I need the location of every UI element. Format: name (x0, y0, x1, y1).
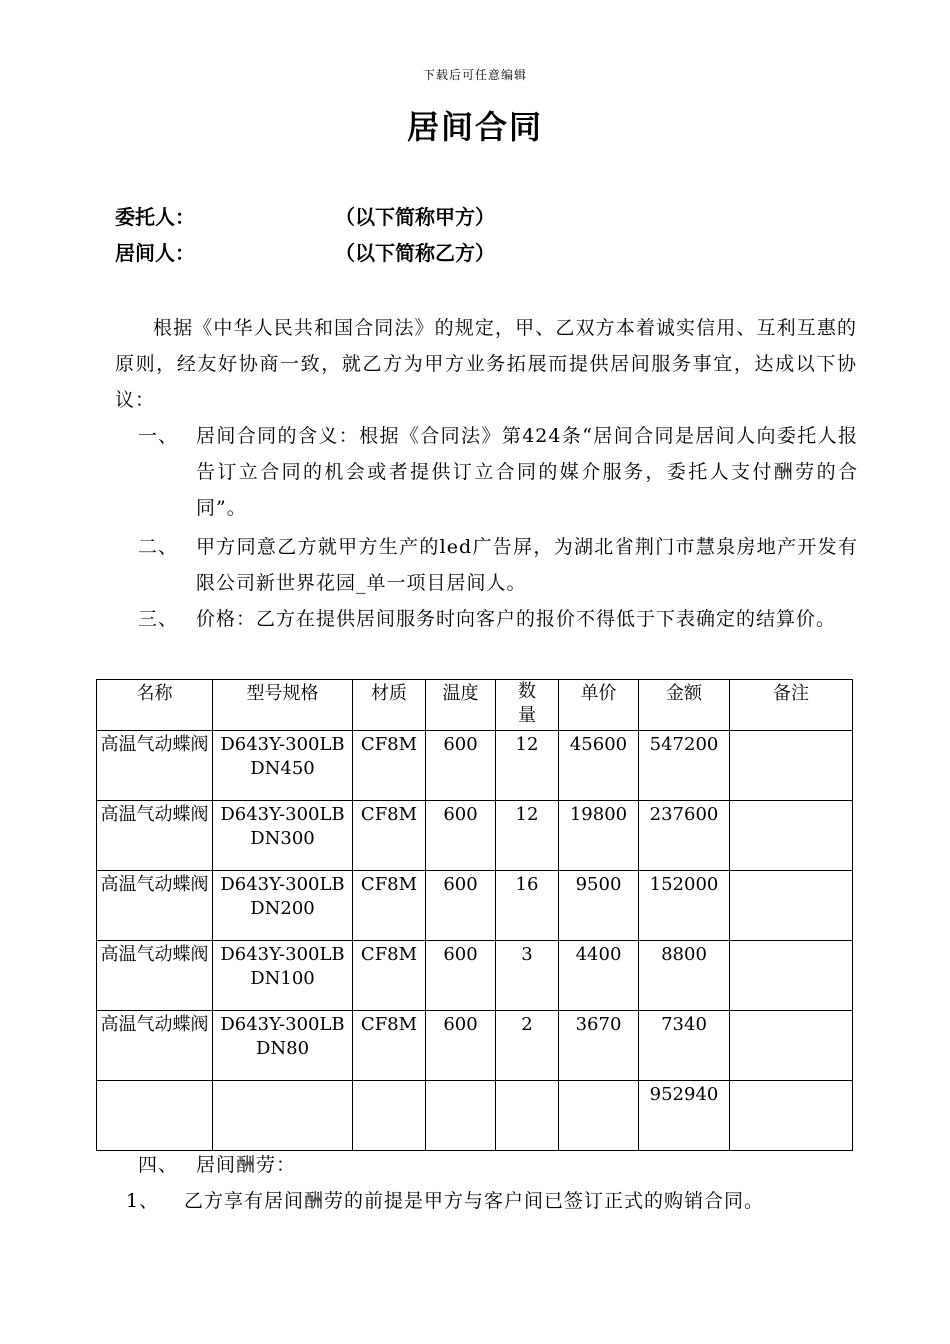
table-row (97, 801, 853, 871)
clause-text: 甲方同意乙方就甲方生产的led广告屏，为湖北省荆门市慧泉房地产开发有限公司新世界花园_单一项目居间人。 (196, 536, 858, 594)
party-client (115, 202, 495, 232)
header-cell: 备注 (730, 680, 853, 731)
table-cell: 547200 (639, 731, 730, 801)
header-note: 下载后可任意编辑 (422, 68, 527, 82)
table-row (97, 941, 853, 1011)
header-cell: 数量 (496, 680, 559, 731)
intro-paragraph: 根据《中华人民共和国合同法》的规定，甲、乙双方本着诚实信用、互利互惠的原则，经友好协商一致，就乙方为甲方业务拓展而提供居间服务事宜，达成以下协议： (115, 317, 857, 411)
table-cell: D643Y-300LB DN300 (213, 801, 353, 871)
clause-text: 居间酬劳： (196, 1154, 297, 1176)
clause-number: 一、 (138, 425, 179, 447)
table-cell: D643Y-300LB DN200 (213, 871, 353, 941)
header-cell: 温度 (426, 680, 496, 731)
clause-2 (138, 529, 858, 601)
table-cell (730, 731, 853, 801)
clause-text: 价格：乙方在提供居间服务时向客户的报价不得低于下表确定的结算价。 (196, 608, 837, 630)
table-cell (730, 1011, 853, 1081)
table-cell: 高温气动蝶阀 (97, 1011, 213, 1081)
party-role: 委托人： (115, 205, 195, 229)
table-cell (97, 1081, 213, 1151)
table-row (97, 1081, 853, 1151)
table-cell (426, 1081, 496, 1151)
table-cell (730, 801, 853, 871)
table-cell (559, 1081, 639, 1151)
header-cell: 材质 (353, 680, 426, 731)
table-cell: 19800 (559, 801, 639, 871)
table-header-row (97, 680, 853, 731)
table-cell (213, 1081, 353, 1151)
header-cell: 金额 (639, 680, 730, 731)
table-cell: 3 (496, 941, 559, 1011)
table-cell: 600 (426, 941, 496, 1011)
header-cell: 单价 (559, 680, 639, 731)
header-cell: 名称 (97, 680, 213, 731)
table-cell: D643Y-300LB DN100 (213, 941, 353, 1011)
table-cell: 高温气动蝶阀 (97, 941, 213, 1011)
table-cell: 45600 (559, 731, 639, 801)
table-cell: CF8M (353, 871, 426, 941)
table-cell: CF8M (353, 1011, 426, 1081)
table-cell: 高温气动蝶阀 (97, 731, 213, 801)
table-cell: 7340 (639, 1011, 730, 1081)
table-cell: CF8M (353, 731, 426, 801)
table-cell: 600 (426, 731, 496, 801)
table-cell: 237600 (639, 801, 730, 871)
price-table (96, 679, 853, 1151)
party-role: 居间人： (115, 241, 195, 265)
table-cell: D643Y-300LB DN80 (213, 1011, 353, 1081)
table-cell (730, 1081, 853, 1151)
table-cell: 2 (496, 1011, 559, 1081)
clause-1 (138, 418, 858, 526)
table-row (97, 731, 853, 801)
table-cell: 12 (496, 801, 559, 871)
table-row (97, 1011, 853, 1081)
clause-4 (138, 1148, 296, 1182)
table-cell: 152000 (639, 871, 730, 941)
clause-number: 二、 (138, 536, 179, 558)
table-cell: 952940 (639, 1081, 730, 1151)
table-cell: 3670 (559, 1011, 639, 1081)
party-intermediary (115, 238, 495, 268)
table-cell (730, 941, 853, 1011)
table-row (97, 871, 853, 941)
item-text: 乙方享有居间酬劳的前提是甲方与客户间已签订正式的购销合同。 (184, 1190, 765, 1212)
table-cell: D643Y-300LB DN450 (213, 731, 353, 801)
clause-text: 居间合同的含义：根据《合同法》第424条“居间合同是居间人向委托人报告订立合同的机会或者提供订立合同的媒介服务，委托人支付酬劳的合同”。 (196, 425, 858, 519)
clause-number: 四、 (138, 1154, 179, 1176)
party-alias: （以下简称乙方） (335, 241, 495, 265)
table-cell: CF8M (353, 941, 426, 1011)
table-cell: 8800 (639, 941, 730, 1011)
table-cell (496, 1081, 559, 1151)
party-alias: （以下简称甲方） (335, 205, 495, 229)
table-cell: 16 (496, 871, 559, 941)
table-cell: 4400 (559, 941, 639, 1011)
item-number: 1、 (126, 1190, 160, 1212)
table-cell (353, 1081, 426, 1151)
page-title: 居间合同 (406, 108, 543, 146)
clause-3 (138, 601, 858, 637)
table-cell: 高温气动蝶阀 (97, 801, 213, 871)
table-cell: 600 (426, 871, 496, 941)
table-cell: CF8M (353, 801, 426, 871)
table-cell (730, 871, 853, 941)
table-cell: 12 (496, 731, 559, 801)
item-1 (126, 1184, 764, 1218)
clause-number: 三、 (138, 608, 179, 630)
header-cell: 型号规格 (213, 680, 353, 731)
table-cell: 600 (426, 801, 496, 871)
table-cell: 9500 (559, 871, 639, 941)
table-cell: 600 (426, 1011, 496, 1081)
table-cell: 高温气动蝶阀 (97, 871, 213, 941)
